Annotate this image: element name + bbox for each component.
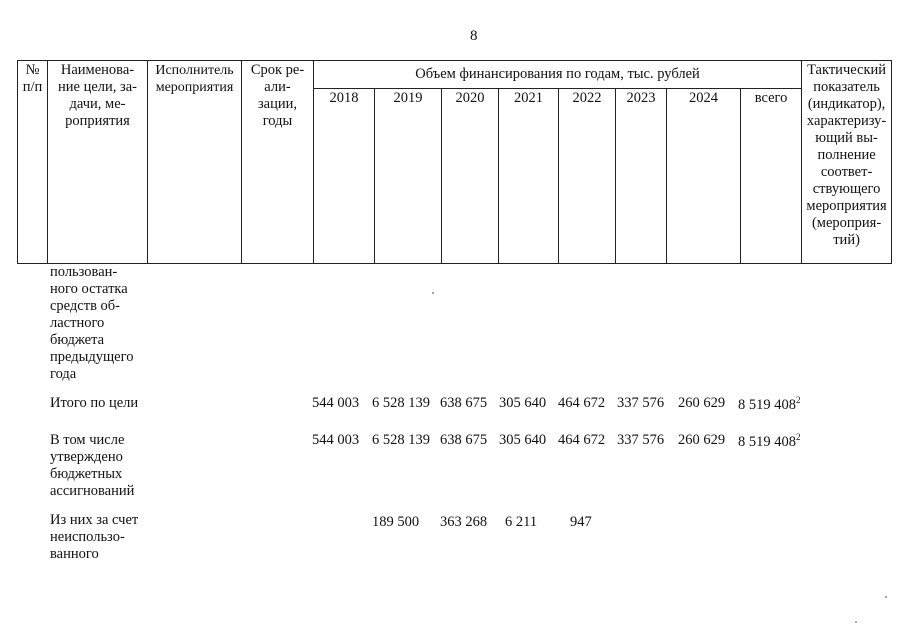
row-total: 8 519 $408^2$ <box>738 395 801 413</box>
row-value: 544 003 <box>312 395 360 411</box>
continuation-text: пользован- ного остатка средств об- ластного бюджета предыдущего года <box>50 264 134 382</box>
row-value: 337 576 <box>617 432 665 448</box>
row-value: 638 675 <box>440 395 488 411</box>
row-value: 189 500 <box>372 514 420 530</box>
row-value: 464 672 <box>558 395 606 411</box>
header-year: 2019 <box>375 89 442 264</box>
header-year: 2021 <box>499 89 559 264</box>
row-value: 305 640 <box>499 395 547 411</box>
header-term: Срок ре- али- зации, годы <box>242 61 314 264</box>
header-year-total: всего <box>741 89 802 264</box>
header-year: 2023 <box>616 89 667 264</box>
footnote-mark: 2 <box>796 432 801 442</box>
row-value: 305 640 <box>499 432 547 448</box>
row-value: 544 003 <box>312 432 360 448</box>
header-year: 2020 <box>442 89 499 264</box>
row-value: 6 528 139 <box>372 432 430 448</box>
header-year: 2024 <box>667 89 741 264</box>
row-value: 6 211 <box>505 514 538 530</box>
row-value: 260 629 <box>678 432 726 448</box>
row-value: 947 <box>570 514 592 530</box>
row-value: 363 268 <box>440 514 488 530</box>
scan-speck <box>855 621 857 623</box>
header-table <box>17 60 892 264</box>
header-indicator: Тактический показатель (индикатор), характеризу- ющий вы- полнение соответ- ствующего мероприятия (мероприя- тий) <box>802 61 892 264</box>
row-value: 464 672 <box>558 432 606 448</box>
scan-speck <box>885 596 887 598</box>
row-label: Из них за счет неиспользо- ванного <box>50 512 139 562</box>
row-total: 8 519 $408^2$ <box>738 432 801 450</box>
header-year: 2022 <box>559 89 616 264</box>
row-value: 260 629 <box>678 395 726 411</box>
page-number: 8 <box>470 28 478 44</box>
header-num: № п/п <box>18 61 48 264</box>
row-value: 6 528 139 <box>372 395 430 411</box>
row-value: 638 675 <box>440 432 488 448</box>
header-executor: Исполнитель мероприятия <box>148 61 242 264</box>
footnote-mark: 2 <box>796 395 801 405</box>
header-funding: Объем финансирования по годам, тыс. рублей <box>314 61 802 89</box>
header-year: 2018 <box>314 89 375 264</box>
row-label: Итого по цели <box>50 395 139 411</box>
scan-speck <box>432 292 434 294</box>
row-value: 337 576 <box>617 395 665 411</box>
row-label: В том числе утверждено бюджетных ассигнований <box>50 432 135 499</box>
header-name: Наименова- ние цели, за- дачи, ме- роприятия <box>48 61 148 264</box>
